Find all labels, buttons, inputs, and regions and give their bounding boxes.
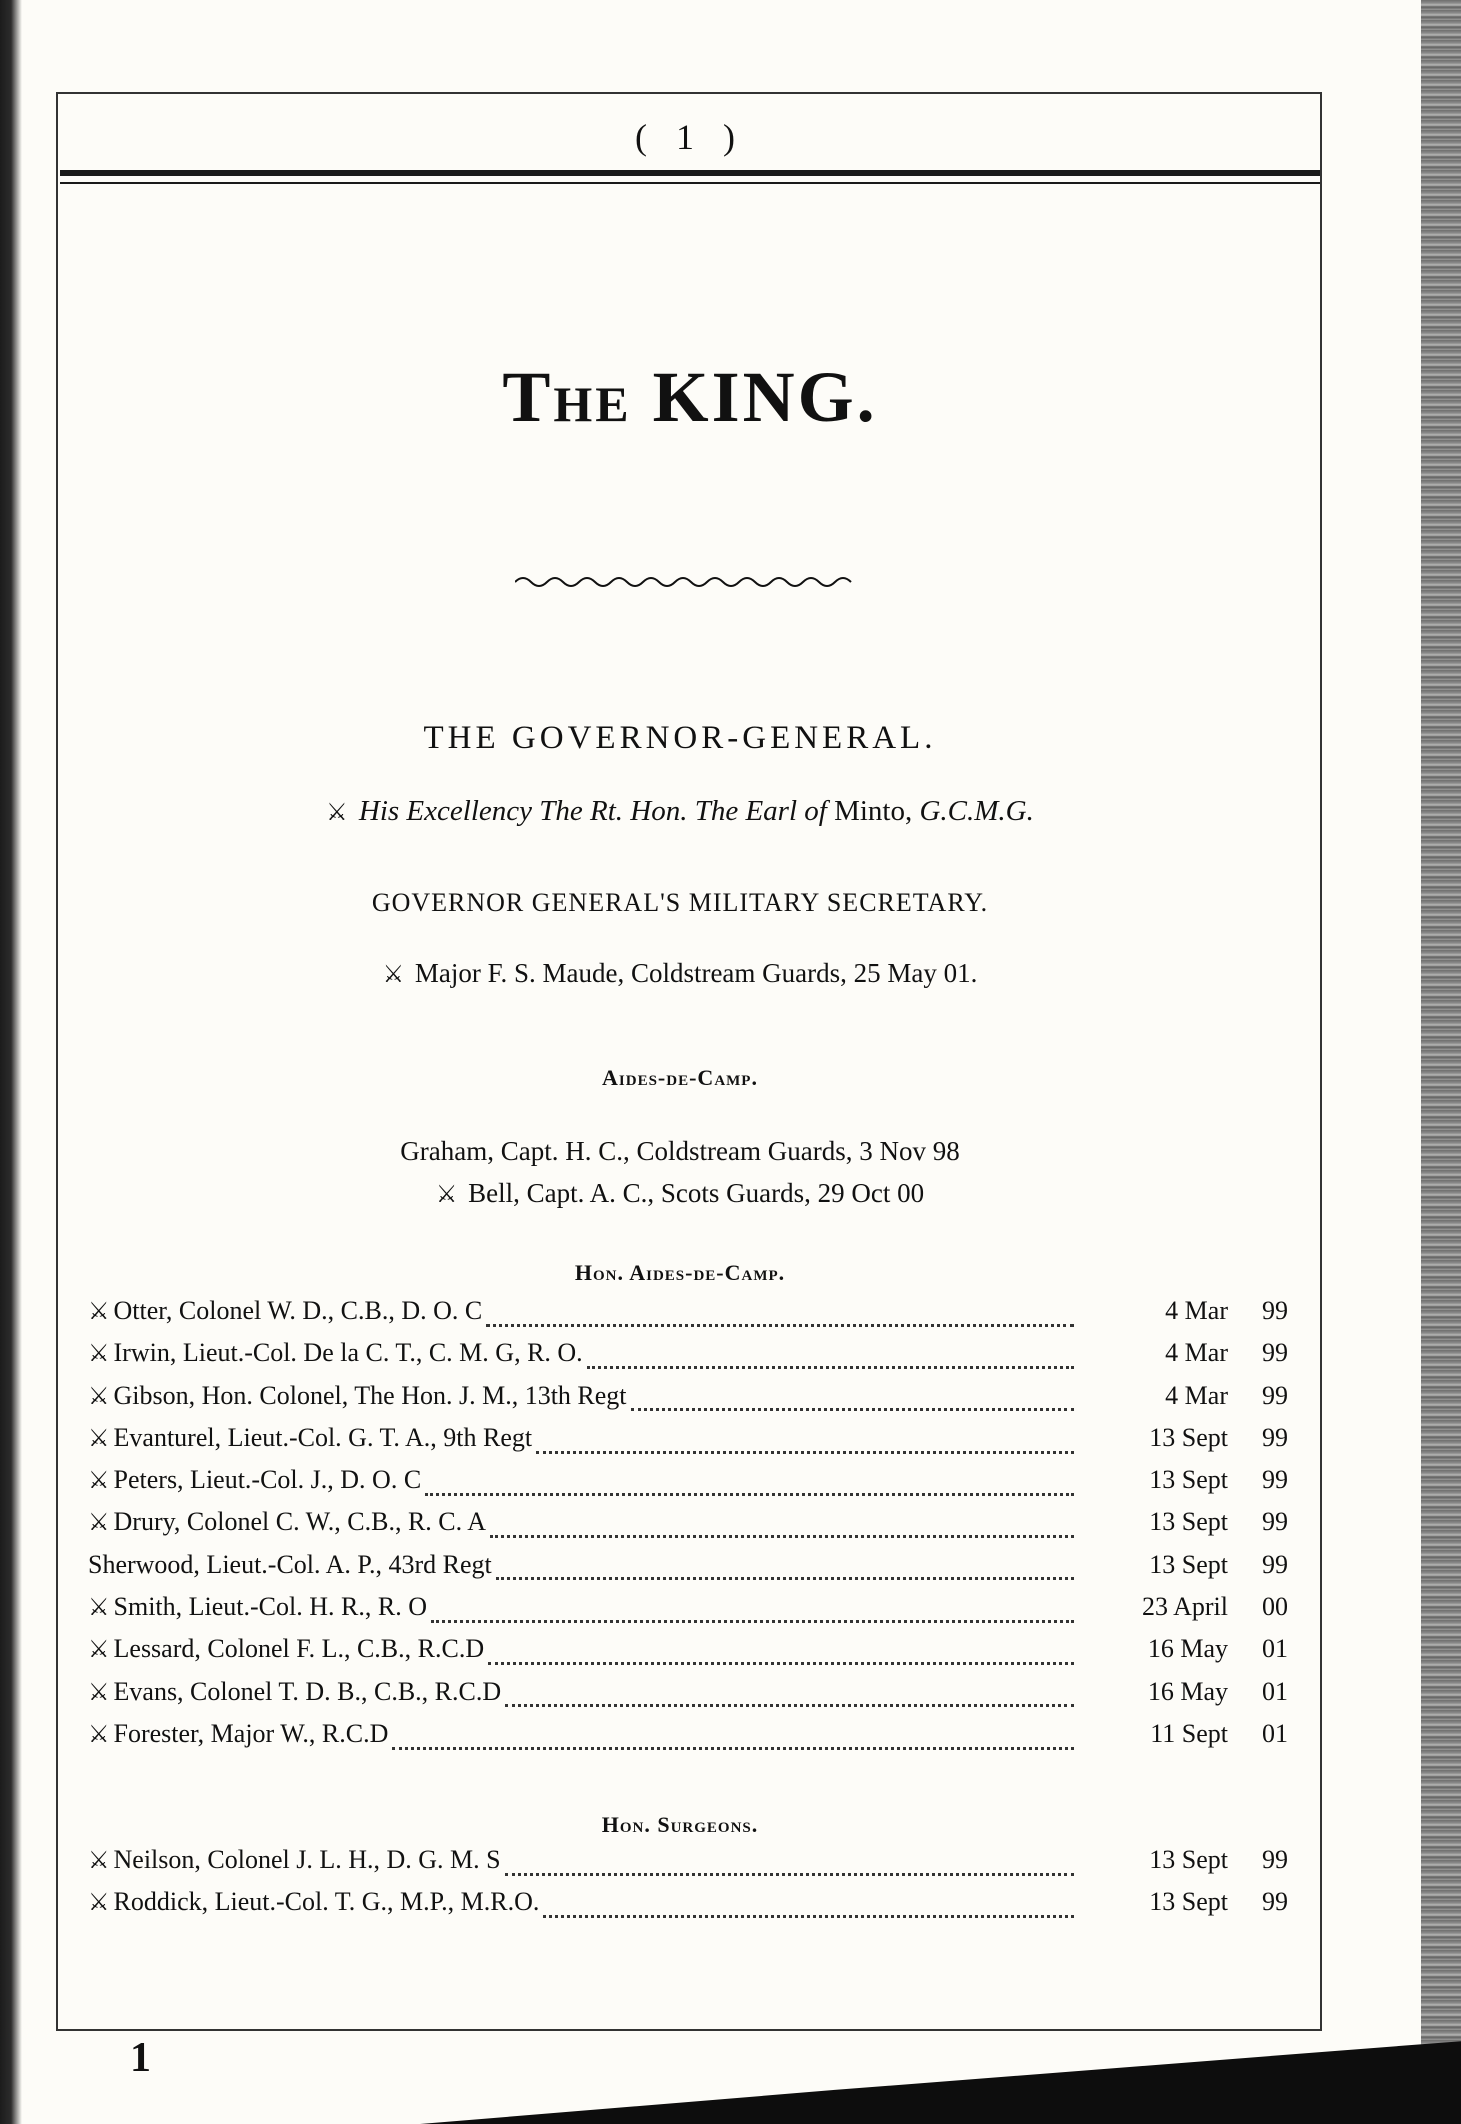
hon-aides-heading: Hon. Aides-de-Camp. bbox=[574, 1260, 786, 1285]
entry-date: 4 Mar bbox=[1165, 1338, 1228, 1368]
hon-surgeons-list bbox=[88, 1845, 1288, 1930]
entry-date: 4 Mar bbox=[1165, 1296, 1228, 1325]
crossed-swords-icon: ⚔ bbox=[88, 1341, 110, 1368]
dot-leader bbox=[488, 1662, 1074, 1665]
entry-name: Forester, Major W., R.C.D bbox=[113, 1718, 389, 1748]
entry-date: 13 Sept bbox=[1149, 1507, 1228, 1537]
entry-year: 01 bbox=[1262, 1676, 1288, 1706]
entry-name: Peters, Lieut.-Col. J., D. O. C bbox=[113, 1465, 422, 1495]
dot-leader bbox=[505, 1873, 1074, 1876]
header-rule-thin bbox=[60, 182, 1320, 184]
crossed-swords-icon: ⚔ bbox=[88, 1848, 110, 1874]
entry-year: 99 bbox=[1262, 1422, 1288, 1452]
crossed-swords-icon: ⚔ bbox=[88, 1510, 110, 1537]
list-item bbox=[88, 1550, 1288, 1592]
hon-aides-list bbox=[88, 1296, 1288, 1761]
entry-year: 99 bbox=[1262, 1549, 1288, 1579]
entry-name: Evanturel, Lieut.-Col. G. T. A., 9th Regt bbox=[113, 1422, 533, 1452]
dot-leader bbox=[587, 1366, 1074, 1369]
header-rule bbox=[60, 170, 1320, 176]
military-secretary-entry bbox=[120, 958, 1240, 989]
crossed-swords-icon: ⚔ bbox=[88, 1679, 110, 1706]
dot-leader bbox=[486, 1324, 1074, 1327]
crossed-swords-icon: ⚔ bbox=[88, 1637, 110, 1664]
governor-name-styled: His Excellency The Rt. Hon. The Earl of bbox=[358, 795, 827, 827]
entry-date: 16 May bbox=[1147, 1634, 1228, 1664]
entry-name: Gibson, Hon. Colonel, The Hon. J. M., 13th Regt bbox=[113, 1380, 627, 1410]
entry-year: 99 bbox=[1262, 1338, 1288, 1368]
entry-year: 01 bbox=[1262, 1718, 1288, 1748]
list-item bbox=[88, 1845, 1288, 1887]
aide-entry: Graham, Capt. H. C., Coldstream Guards, 3 Nov 98 bbox=[400, 1136, 960, 1166]
list-item bbox=[88, 1423, 1288, 1465]
entry-date: 11 Sept bbox=[1150, 1718, 1228, 1748]
crossed-swords-icon: ⚔ bbox=[326, 800, 348, 826]
scan-shadow bbox=[420, 2034, 1461, 2124]
governor-postnominal: G.C.M.G. bbox=[919, 795, 1034, 827]
page-gutter-left bbox=[0, 0, 22, 2124]
entry-year: 99 bbox=[1262, 1296, 1288, 1325]
entry-date: 16 May bbox=[1147, 1676, 1228, 1706]
entry-name: Evans, Colonel T. D. B., C.B., R.C.D bbox=[113, 1676, 502, 1706]
crossed-swords-icon: ⚔ bbox=[88, 1425, 110, 1452]
governor-name: Minto, bbox=[834, 795, 913, 827]
military-secretary-heading: GOVERNOR GENERAL'S MILITARY SECRETARY. bbox=[371, 888, 989, 917]
entry-date: 13 Sept bbox=[1149, 1549, 1228, 1579]
entry-name: Drury, Colonel C. W., C.B., R. C. A bbox=[113, 1507, 486, 1537]
aide-entry bbox=[120, 1178, 1240, 1209]
entry-name: Sherwood, Lieut.-Col. A. P., 43rd Regt bbox=[88, 1549, 492, 1579]
dot-leader bbox=[490, 1535, 1074, 1538]
crossed-swords-icon: ⚔ bbox=[88, 1299, 110, 1325]
dot-leader bbox=[425, 1493, 1074, 1496]
governor-general-heading: THE GOVERNOR-GENERAL. bbox=[423, 720, 937, 756]
aide-text: Bell, Capt. A. C., Scots Guards, 29 Oct 00 bbox=[468, 1178, 925, 1208]
entry-date: 13 Sept bbox=[1149, 1422, 1228, 1452]
entry-year: 99 bbox=[1262, 1507, 1288, 1537]
page-edge-right bbox=[1421, 0, 1461, 2124]
entry-date: 13 Sept bbox=[1149, 1465, 1228, 1495]
list-item bbox=[88, 1634, 1288, 1676]
dot-leader bbox=[505, 1704, 1074, 1707]
entry-name: Otter, Colonel W. D., C.B., D. O. C bbox=[113, 1296, 483, 1325]
list-item bbox=[88, 1887, 1288, 1929]
entry-date: 13 Sept bbox=[1149, 1845, 1228, 1874]
crossed-swords-icon: ⚔ bbox=[88, 1890, 110, 1917]
crossed-swords-icon: ⚔ bbox=[435, 1182, 458, 1208]
list-item bbox=[88, 1338, 1288, 1380]
aides-heading: Aides-de-Camp. bbox=[602, 1065, 758, 1090]
entry-name: Lessard, Colonel F. L., C.B., R.C.D bbox=[113, 1634, 485, 1664]
ornamental-divider bbox=[515, 572, 855, 592]
list-item bbox=[88, 1507, 1288, 1549]
page-number: ( 1 ) bbox=[635, 117, 745, 157]
crossed-swords-icon: ⚔ bbox=[88, 1383, 110, 1410]
crossed-swords-icon: ⚔ bbox=[382, 962, 405, 988]
list-item bbox=[88, 1465, 1288, 1507]
entry-date: 4 Mar bbox=[1165, 1380, 1228, 1410]
entry-date: 23 April bbox=[1142, 1592, 1228, 1622]
military-secretary-text: Major F. S. Maude, Coldstream Guards, 25 May 01. bbox=[414, 958, 978, 988]
entry-year: 99 bbox=[1262, 1845, 1288, 1874]
governor-general-entry bbox=[120, 795, 1240, 828]
entry-year: 99 bbox=[1262, 1465, 1288, 1495]
dot-leader bbox=[536, 1451, 1074, 1454]
dot-leader bbox=[431, 1620, 1074, 1623]
list-item bbox=[88, 1719, 1288, 1761]
dot-leader bbox=[543, 1915, 1074, 1918]
signature-number: 1 bbox=[130, 2035, 151, 2081]
entry-year: 99 bbox=[1262, 1887, 1288, 1917]
crossed-swords-icon: ⚔ bbox=[88, 1595, 110, 1622]
entry-date: 13 Sept bbox=[1149, 1887, 1228, 1917]
entry-name: Neilson, Colonel J. L. H., D. G. M. S bbox=[113, 1845, 501, 1874]
entry-year: 99 bbox=[1262, 1380, 1288, 1410]
dot-leader bbox=[631, 1408, 1074, 1411]
list-item bbox=[88, 1677, 1288, 1719]
dot-leader bbox=[496, 1577, 1074, 1580]
list-item bbox=[88, 1296, 1288, 1338]
dot-leader bbox=[392, 1747, 1074, 1750]
page-title: The KING. bbox=[502, 357, 878, 437]
entry-year: 00 bbox=[1262, 1592, 1288, 1622]
entry-year: 01 bbox=[1262, 1634, 1288, 1664]
entry-name: Smith, Lieut.-Col. H. R., R. O bbox=[113, 1592, 427, 1622]
list-item bbox=[88, 1381, 1288, 1423]
entry-name: Irwin, Lieut.-Col. De la C. T., C. M. G, R. O. bbox=[113, 1338, 583, 1368]
crossed-swords-icon: ⚔ bbox=[88, 1721, 110, 1748]
crossed-swords-icon: ⚔ bbox=[88, 1468, 110, 1495]
list-item bbox=[88, 1592, 1288, 1634]
hon-surgeons-heading: Hon. Surgeons. bbox=[601, 1812, 759, 1837]
entry-name: Roddick, Lieut.-Col. T. G., M.P., M.R.O. bbox=[113, 1887, 540, 1917]
